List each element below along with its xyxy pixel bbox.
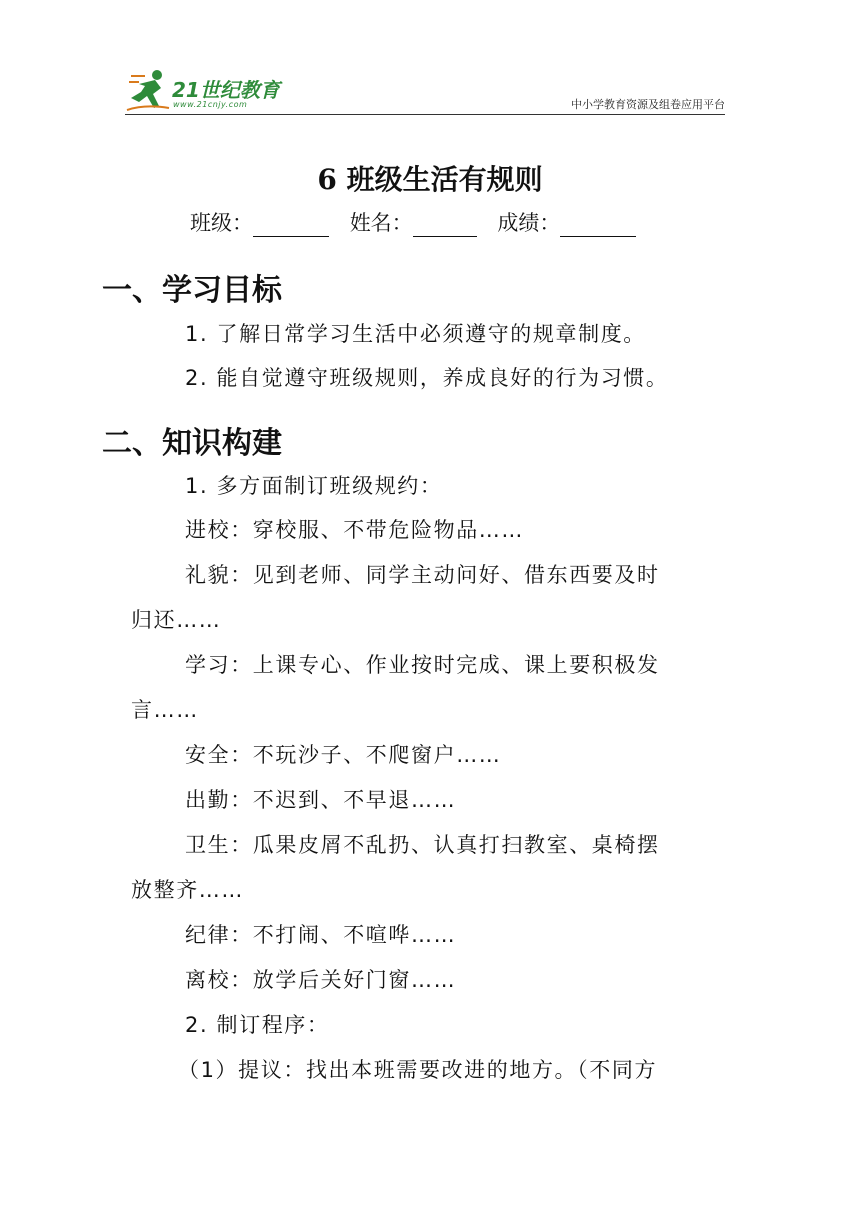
score-label: 成绩： [497,211,561,235]
class-label: 班级： [190,211,253,235]
page-title: 6 班级生活有规则 [317,163,543,196]
section-heading-learning-goals: 一、学习目标 [102,273,282,308]
content-line: 1. 多方面制订班级规约： [185,474,443,498]
content-line: 归还…… [131,608,222,632]
runner-logo-icon [125,66,171,112]
content-line: 离校：放学后关好门窗…… [185,968,457,992]
content-line: 出勤：不迟到、不早退…… [185,788,457,812]
content-line: （1）提议：找出本班需要改进的地方。（不同方 [178,1058,658,1082]
content-line: 2. 制订程序： [185,1013,330,1037]
logo-text: 21世纪教育 [172,78,280,102]
goal-item: 2. 能自觉遵守班级规则，养成良好的行为习惯。 [185,366,669,390]
content-line: 纪律：不打闹、不喧哗…… [185,923,457,947]
content-line: 言…… [131,698,199,722]
goal-item: 1. 了解日常学习生活中必须遵守的规章制度。 [185,322,646,346]
content-line: 进校：穿校服、不带危险物品…… [185,518,524,542]
section-heading-knowledge: 二、知识构建 [102,426,282,461]
content-line: 学习：上课专心、作业按时完成、课上要积极发 [185,653,660,677]
student-info-line [190,207,636,237]
logo [125,66,295,112]
header-divider [125,114,725,115]
score-blank[interactable] [560,212,636,237]
header-platform-text: 中小学教育资源及组卷应用平台 [571,98,725,111]
content-line: 卫生：瓜果皮屑不乱扔、认真打扫教室、桌椅摆 [185,833,660,857]
name-label: 姓名： [349,211,413,235]
class-blank[interactable] [253,212,329,237]
content-line: 礼貌：见到老师、同学主动问好、借东西要及时 [185,563,660,587]
logo-url: www.21cnjy.com [173,100,248,109]
name-blank[interactable] [413,212,477,237]
content-line: 放整齐…… [131,878,244,902]
page-header [125,66,725,116]
content-line: 安全：不玩沙子、不爬窗户…… [185,743,502,767]
